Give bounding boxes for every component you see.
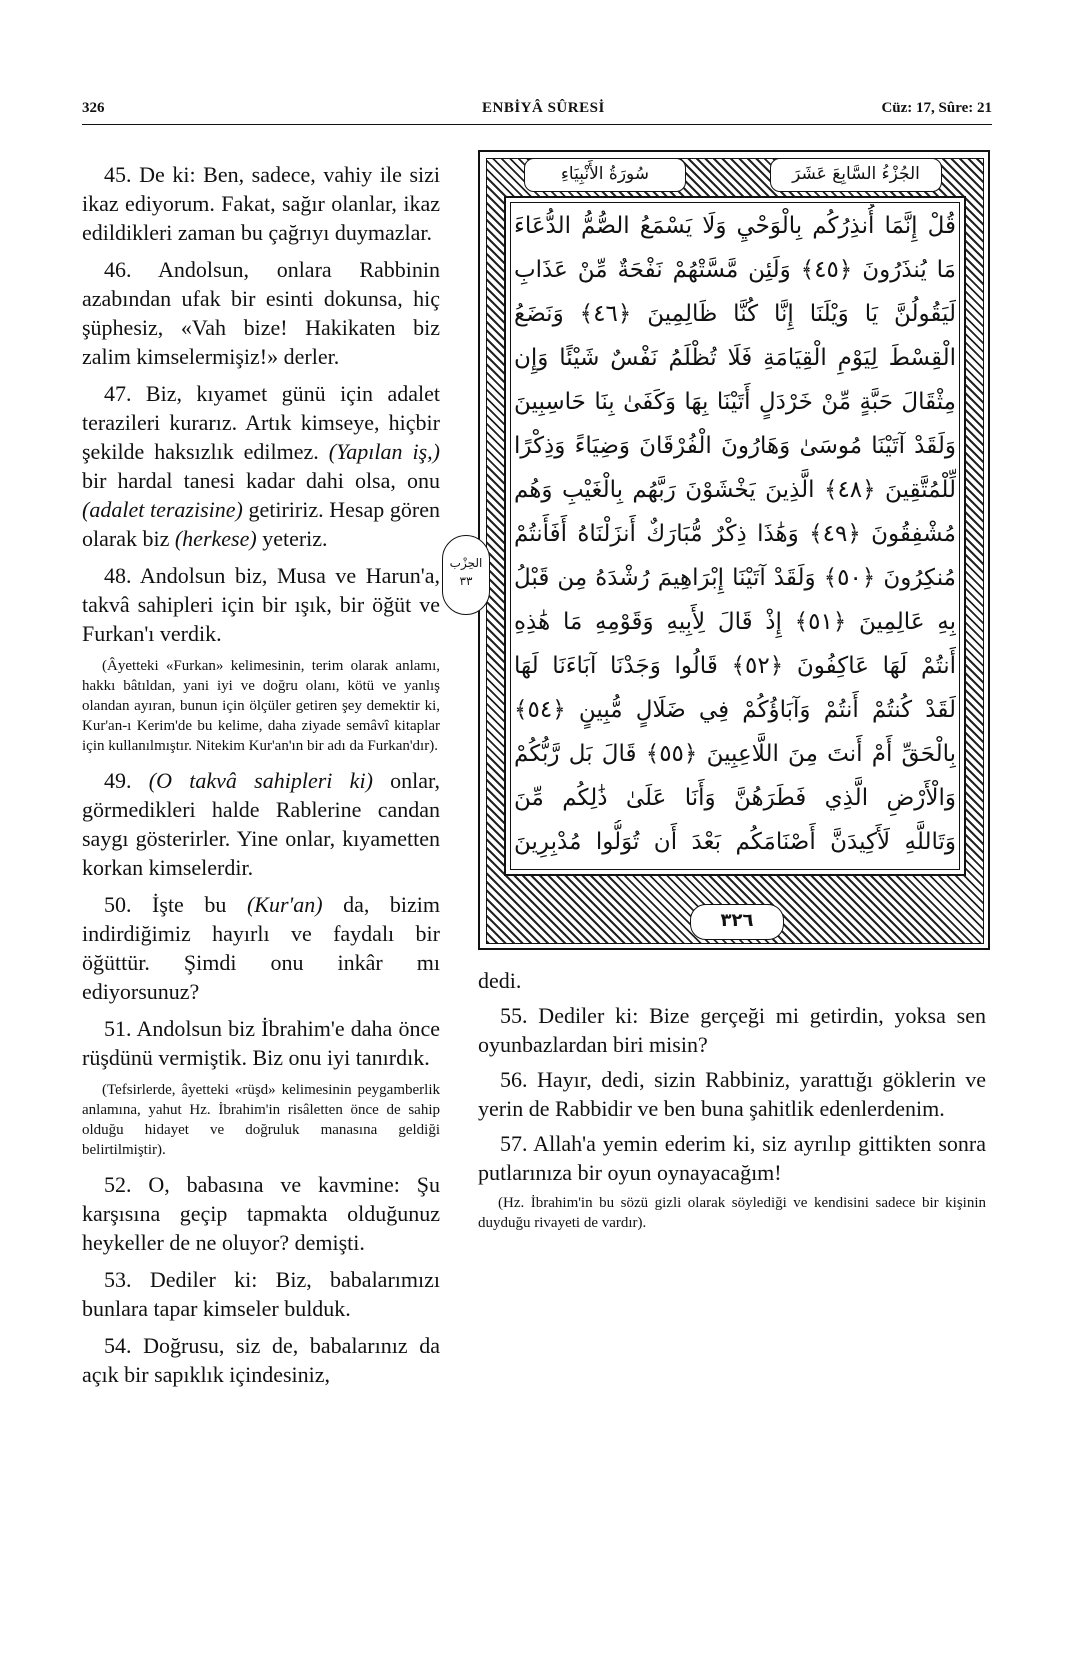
translation-right-column bbox=[478, 966, 986, 1243]
verse-56: 56. Hayır, dedi, sizin Rabbiniz, yarattığı göklerin ve yerin de Rabbidir ve ben buna şahitlik edenlerdenim. bbox=[478, 1067, 986, 1121]
arabic-line: وَتَاللَّهِ لَأَكِيدَنَّ أَصْنَامَكُم بَعْدَ أَن تُوَلُّوا مُدْبِرِينَ bbox=[514, 829, 956, 855]
arabic-text bbox=[514, 204, 956, 864]
juz-sura-label: Cüz: 17, Sûre: 21 bbox=[881, 100, 992, 116]
verse-53: 53. Dediler ki: Biz, babalarımızı bunlara tapar kimseler bulduk. bbox=[82, 1267, 440, 1321]
mushaf-page-image bbox=[449, 150, 988, 960]
arabic-line: مُنكِرُونَ ﴿٥٠﴾ وَلَقَدْ آتَيْنَا إِبْرَاهِيمَ رُشْدَهُ مِن قَبْلُ bbox=[514, 565, 956, 591]
translation-left-column bbox=[82, 160, 440, 1397]
arabic-page-number: ٣٢٦ bbox=[690, 904, 784, 940]
arabic-line: لَقَدْ كُنتُمْ أَنتُمْ وَآبَاؤُكُمْ فِي ضَلَالٍ مُّبِينٍ ﴿٥٤﴾ bbox=[514, 697, 956, 723]
arabic-line: لَيَقُولُنَّ يَا وَيْلَنَا إِنَّا كُنَّا ظَالِمِينَ ﴿٤٦﴾ وَنَضَعُ bbox=[514, 301, 956, 327]
verse-48: 48. Andolsun biz, Musa ve Harun'a, takvâ sahipleri için bir ışık, bir öğüt ve Furkan'ı verdik. bbox=[82, 563, 440, 646]
verse-55: 55. Dediler ki: Bize gerçeği mi getirdin, yoksa sen oyunbazlardan biri misin? bbox=[478, 1003, 986, 1057]
arabic-line: مَا يُنذَرُونَ ﴿٤٥﴾ وَلَئِن مَّسَّتْهُمْ نَفْحَةٌ مِّنْ عَذَابِ bbox=[514, 257, 956, 283]
verse-47: 47. Biz, kıyamet günü için adalet terazileri kurarız. Artık kimseye, hiçbir şekilde haksızlık edilmez. (Yapılan iş,) bir hardal tanesi kadar dahi olsa, onu (adalet terazisine) getiririz. Hesap gören olarak biz (herkese) yeteriz. bbox=[82, 381, 440, 551]
sura-name-cartouche: سُورَةُ الأَنْبِيَاءِ bbox=[524, 158, 686, 192]
arabic-line: وَالْأَرْضِ الَّذِي فَطَرَهُنَّ وَأَنَا عَلَىٰ ذَٰلِكُم مِّنَ bbox=[514, 785, 956, 811]
arabic-line: بِهِ عَالِمِينَ ﴿٥١﴾ إِذْ قَالَ لِأَبِيهِ وَقَوْمِهِ مَا هَٰذِهِ bbox=[514, 609, 956, 635]
verse-46: 46. Andolsun, onlara Rabbinin azabından ufak bir esinti dokunsa, hiç şüphesiz, «Vah bize! Hakikaten biz zalim kimselermişiz!» derler. bbox=[82, 257, 440, 369]
footnote-57: (Hz. İbrahim'in bu sözü gizli olarak söylediği ve kendisini sadece bir kişinin duyduğu rivayeti de vardır). bbox=[478, 1195, 986, 1231]
verse-50: 50. İşte bu (Kur'an) da, bizim indirdiğimiz hayırlı ve faydalı bir öğüttür. Şimdi onu inkâr mı ediyorsunuz? bbox=[82, 892, 441, 1004]
footnote-51: (Tefsirlerde, âyetteki «rüşd» kelimesinin peygamberlik anlamına, yahut Hz. İbrahim'in risâletten önce de sahip olduğu hidayet ve doğruluk manasına geldiği belirtilmiştir). bbox=[82, 1082, 440, 1158]
verse-49: 49. (O takvâ sahipleri ki) onlar, görmedikleri halde Rablerine candan saygı gösterirler. Yine onlar, kıyametten korkan kimselerdir. bbox=[82, 768, 440, 880]
verse-54: 54. Doğrusu, siz de, babalarınız da açık bir sapıklık içindesiniz, bbox=[82, 1333, 440, 1387]
arabic-line: قُلْ إِنَّمَا أُنذِرُكُم بِالْوَحْيِ وَلَا يَسْمَعُ الصُّمُّ الدُّعَاءَ bbox=[514, 213, 956, 239]
arabic-line: بِالْحَقِّ أَمْ أَنتَ مِنَ اللَّاعِبِينَ ﴿٥٥﴾ قَالَ بَل رَّبُّكُمْ bbox=[514, 741, 956, 767]
arabic-line: مِثْقَالَ حَبَّةٍ مِّنْ خَرْدَلٍ أَتَيْنَا بِهَا وَكَفَىٰ بِنَا حَاسِبِينَ bbox=[514, 389, 956, 415]
juz-cartouche: الجُزْءُ السَّابِعَ عَشَرَ bbox=[770, 158, 942, 192]
verse-45: 45. De ki: Ben, sadece, vahiy ile sizi ikaz ediyorum. Fakat, sağır olanlar, ikaz edildikleri zaman bu çağrıyı duymazlar. bbox=[82, 162, 440, 245]
verse-57: 57. Allah'a yemin ederim ki, siz ayrılıp gittikten sonra putlarınıza bir oyun oynayacağım! bbox=[478, 1131, 986, 1185]
arabic-line: مُشْفِقُونَ ﴿٤٩﴾ وَهَٰذَا ذِكْرٌ مُّبَارَكٌ أَنزَلْنَاهُ أَفَأَنتُمْ bbox=[514, 521, 956, 547]
sura-title: ENBİYÂ SÛRESİ bbox=[482, 100, 605, 116]
arabic-line: الْقِسْطَ لِيَوْمِ الْقِيَامَةِ فَلَا تُظْلَمُ نَفْسٌ شَيْئًا وَإِن bbox=[514, 345, 956, 371]
ornamental-frame bbox=[478, 150, 990, 950]
footnote-48: (Âyetteki «Furkan» kelimesinin, terim olarak anlamı, hakkı bâtıldan, yani iyi ve doğru olanı, kötü ve yanlış olandan ayıran, bunun için ölçüler getiren şey demektir ki, Kur'an-ı Kerim'de bu kelime, daha ziyade semâvî kitaplar için kullanılmıştır. Nitekim Kur'an'ın bir adı da Furkan'dır). bbox=[82, 658, 440, 754]
arabic-line: لِّلْمُتَّقِينَ ﴿٤٨﴾ الَّذِينَ يَخْشَوْنَ رَبَّهُم بِالْغَيْبِ وَهُم bbox=[514, 477, 956, 503]
running-header bbox=[82, 96, 992, 122]
arabic-line: وَلَقَدْ آتَيْنَا مُوسَىٰ وَهَارُونَ الْفُرْقَانَ وَضِيَاءً وَذِكْرًا bbox=[514, 433, 956, 459]
verse-52: 52. O, babasına ve kavmine: Şu karşısına geçip tapmakta olduğunuz heykeller de ne oluyor? demişti. bbox=[82, 1172, 440, 1255]
arabic-line: أَنتُمْ لَهَا عَاكِفُونَ ﴿٥٢﴾ قَالُوا وَجَدْنَا آبَاءَنَا لَهَا bbox=[514, 653, 956, 679]
arabic-text-panel bbox=[504, 196, 966, 876]
verse-54-continuation: dedi. bbox=[478, 968, 522, 993]
verse-51: 51. Andolsun biz İbrahim'e daha önce rüşdünü vermiştik. Biz onu iyi tanırdık. bbox=[82, 1016, 440, 1070]
header-rule bbox=[82, 124, 992, 125]
page-number: 326 bbox=[82, 100, 105, 116]
hizb-marker: الحِزْب ٣٣ bbox=[442, 535, 490, 615]
